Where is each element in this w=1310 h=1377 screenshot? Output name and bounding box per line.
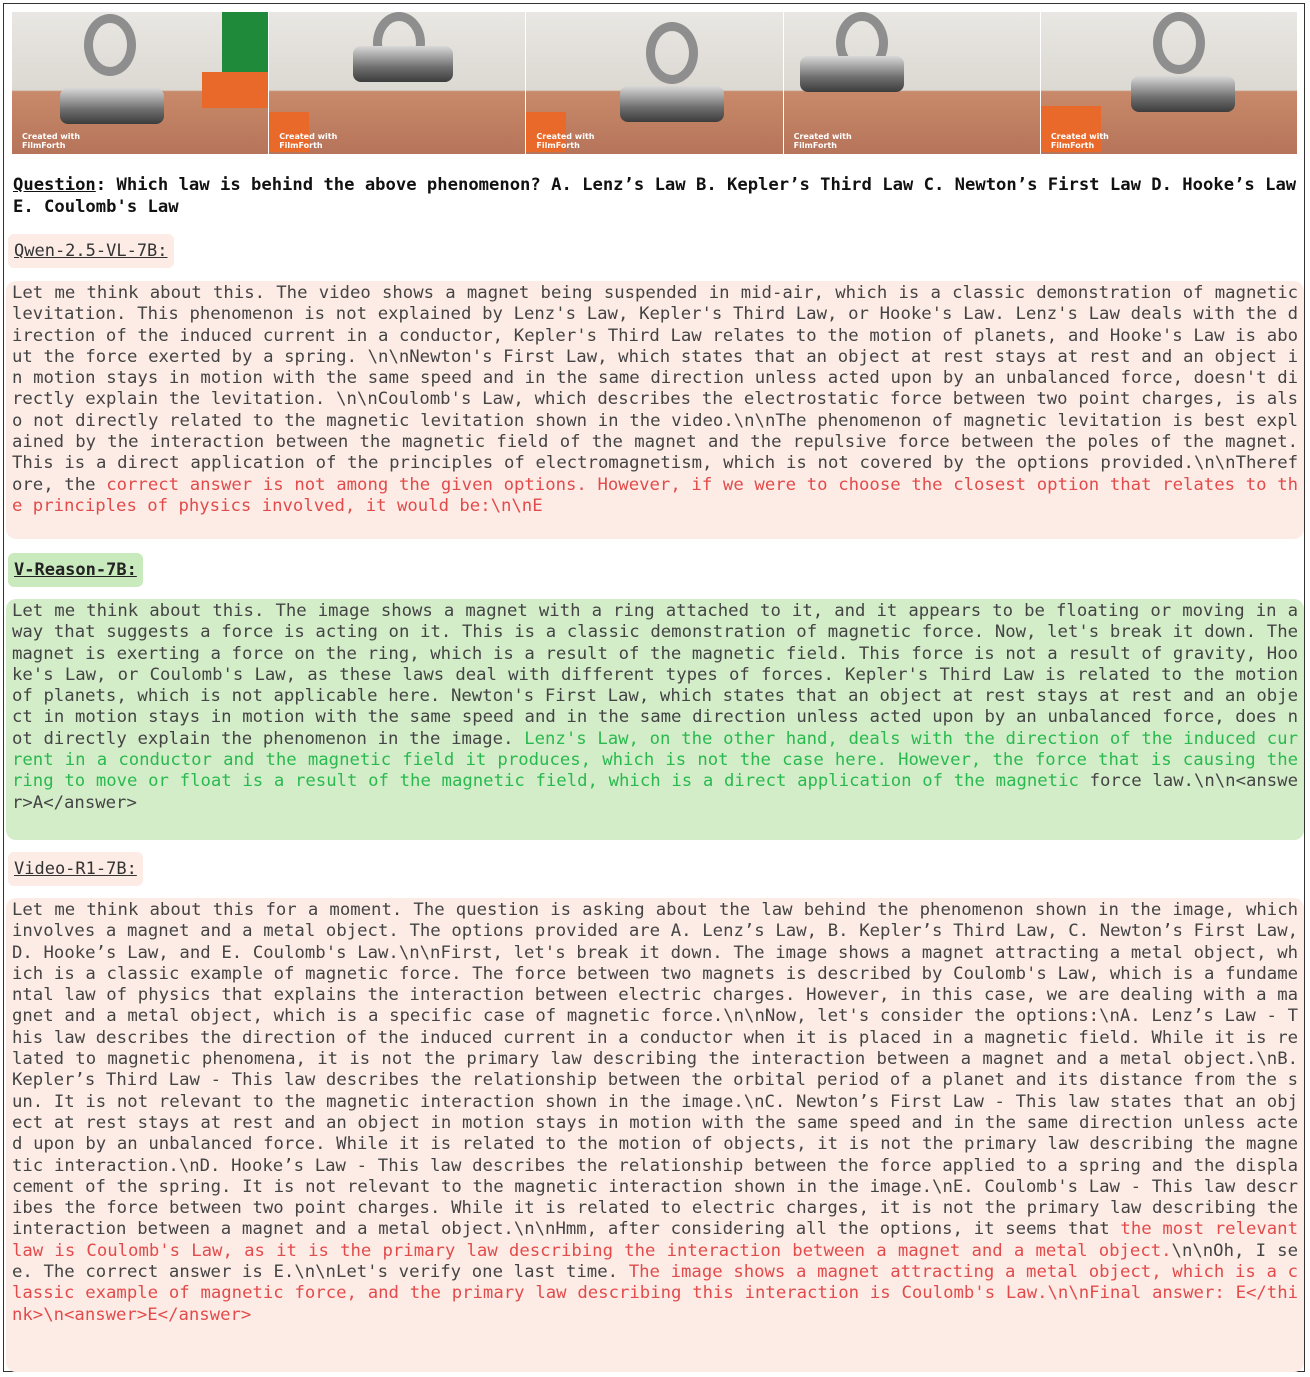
question-text [13,174,1305,218]
video-frame-3 [526,12,782,154]
video-frame-2 [269,12,525,154]
video-frame-1 [12,12,268,154]
response-highlight-2: The image shows a magnet attracting a metal object, which is a classic example of magnetic force, and the primary law describing this interaction is Coulomb's Law.\n\nFinal answer: E</think>\n<answer>E</answer> [12,1262,1298,1325]
response-text: Let me think about this for a moment. The question is asking about the law behind the phenomenon shown in the image, which involves a magnet and a metal object. The options provided are A. Lenz’s Law, B. Kepler’s Third Law, C. Newton’s First Law, D. Hooke’s Law, and E. Coulomb's Law.\n\nFirst, let's break it down. The image shows a magnet attracting a metal object, which is a classic example of magnetic force. The force between two magnets is described by Coulomb's Law, which is a fundamental law of physics that explains the interaction between electric charges. However, in this case, we are dealing with a magnet and a metal object, which is a specific case of magnetic force.\n\nNow, let's consider the options:\nA. Lenz’s Law - This law describes the direction of the induced current in a conductor when it is placed in a magnetic field. While it is related to magnetic phenomena, it is not the primary law describing the interaction between a magnet and a metal object.\nB. Kepler’s Third Law - This law describes the relationship between the orbital period of a planet and its distance from the sun. It is not relevant to the magnetic interaction shown in the image.\nC. Newton’s First Law - This law states that an object at rest stays at rest and an object in motion stays in motion with the same speed and in the same direction unless acted upon by an unbalanced force. While it is related to the motion of objects, it is not the primary law describing the magnetic interaction.\nD. Hooke’s Law - This law describes the relationship between the force applied to a spring and the displacement of the spring. It is not relevant to the magnetic interaction shown in the image.\nE. Coulomb's Law - This law describes the force between two point charges. While it is related to electric charges, it is not the primary law describing the interaction between a magnet and a metal object.\n\nHmm, after considering all the options, it seems that [12,900,1298,1240]
watermark: Created with FilmForth [279,132,338,150]
response-highlight: Lenz's Law, on the other hand, deals with the direction of the induced current in a conductor and the magnetic field it produces, which is not the case here. However, the force that is causing the ring to move or float is a result of the magnetic field, which is a direct application of the magnetic [12,728,1298,792]
response-text: Let me think about this. The video shows a magnet being suspended in mid-air, which is a classic demonstration of magnetic levitation. This phenomenon is not explained by Lenz's Law, Kepler's Third Law, or Hooke's Law. Lenz's Law deals with the direction of the induced current in a conductor, Kepler's Third Law relates to the motion of planets, and Hooke's Law is about the force exerted by a spring. \n\nNewton's First Law, which states that an object at rest stays at rest and an object in motion stays in motion with the same speed and in the same direction unless acted upon by an unbalanced force, doesn't directly explain the levitation. \n\nCoulomb's Law, which describes the electrostatic force between two point charges, is also not directly related to the magnetic levitation shown in the video.\n\nThe phenomenon of magnetic levitation is best explained by the interaction between the magnetic field of the magnet and the repulsive force between the poles of the magnet. This is a direct application of the principles of electromagnetism, which is not covered by the options provided.\n\nTherefore, the [12,283,1298,495]
watermark: Created with FilmForth [793,132,852,150]
video-frame-4 [784,12,1040,154]
model-label-vreason: V-Reason-7B: [8,553,143,587]
response-panel-videor1 [6,898,1304,1372]
response-tail: force law.\n\n<answer>A</answer> [12,771,1298,813]
response-highlight: the most relevant law is Coulomb's Law, as it is the primary law describing the interaction between a magnet and a metal object. [12,1219,1298,1261]
model-label-qwen: Qwen-2.5-VL-7B: [8,234,174,268]
question-label: Question [13,175,96,195]
response-highlight: correct answer is not among the given options. However, if we were to choose the closest option that relates to the principles of physics involved, it would be:\n\nE [12,474,1299,516]
response-text: Let me think about this. The image shows a magnet with a ring attached to it, and it appears to be floating or moving in a way that suggests a force is acting on it. This is a classic demonstration of magnetic force. Now, let's break it down. The magnet is exerting a force on the ring, which is a result of the magnetic field. This force is not a result of gravity, Hooke's Law, or Coulomb's Law, as these laws deal with different types of forces. Kepler's Third Law is related to the motion of planets, which is not applicable here. Newton's First Law, which states that an object at rest stays at rest and an object in motion stays in motion with the same speed and in the same direction unless acted upon by an unbalanced force, does not directly explain the phenomenon in the image. [12,601,1298,749]
video-frame-5 [1041,12,1297,154]
response-panel-qwen [6,281,1304,539]
response-mid: \n\nOh, I see. The correct answer is E.\n\nLet's verify one last time. [12,1240,1298,1283]
question-body: : Which law is behind the above phenomenon? A. Lenz’s Law B. Kepler’s Third Law C. Newton’s First Law D. Hooke’s Law E. Coulomb's Law [13,175,1297,217]
response-panel-vreason [6,599,1304,840]
video-frame-strip [12,12,1297,154]
watermark: Created with FilmForth [536,132,595,150]
model-label-videor1: Video-R1-7B: [8,852,143,886]
watermark: Created with FilmForth [22,132,81,150]
watermark: Created with FilmForth [1050,132,1109,150]
